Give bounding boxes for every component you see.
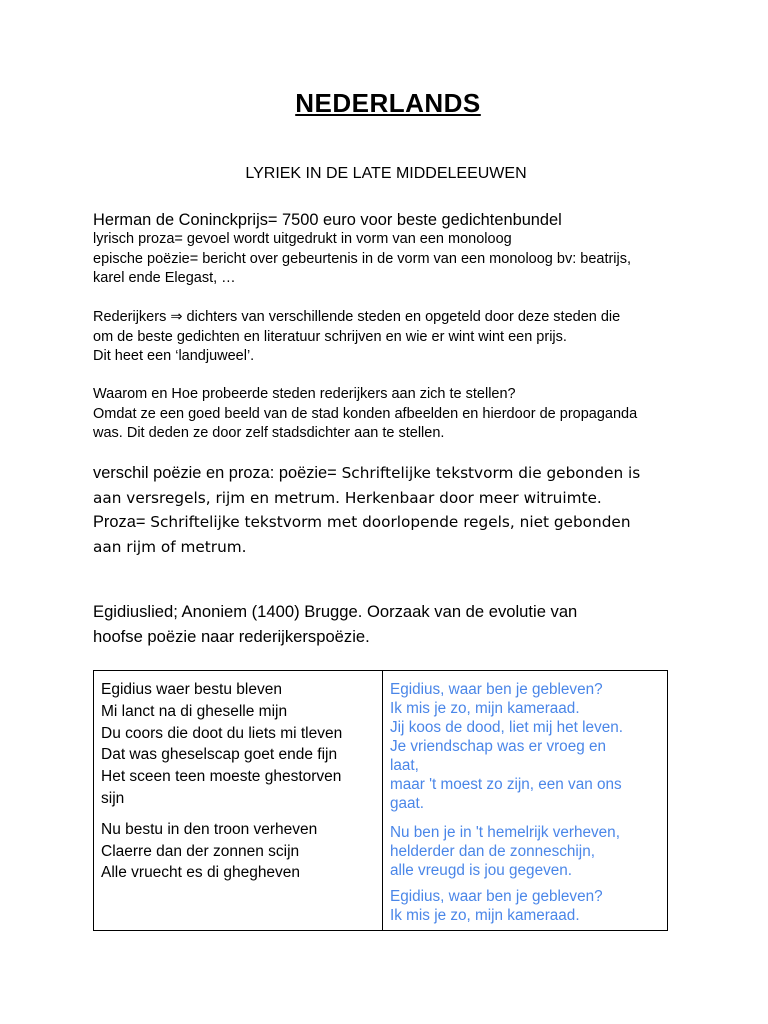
- translation-line: Egidius, waar ben je gebleven?: [390, 888, 603, 905]
- poem-line: Mi lanct na di gheselle mijn: [101, 702, 288, 720]
- poem-line: Egidius waer bestu bleven: [101, 681, 282, 698]
- rederijkers-section: [93, 308, 693, 367]
- poem-original-column: [94, 671, 383, 930]
- waarom-line: Omdat ze een goed beeld van de stad konden afbeelden en hierdoor de propaganda: [93, 405, 638, 422]
- page-subtitle: LYRIEK IN DE LATE MIDDELEEUWEN: [245, 165, 527, 182]
- translation-line: Ik mis je zo, mijn kameraad.: [390, 907, 580, 924]
- egidius-heading-line: hoofse poëzie naar rederijkerspoëzie.: [93, 626, 370, 646]
- verschil-text: Schriftelijke tekstvorm met doorlopende regels, niet gebonden: [145, 513, 631, 531]
- translation-line: maar 't moest zo zijn, een van ons: [390, 776, 622, 793]
- verschil-line: [93, 461, 693, 486]
- translation-line: laat,: [390, 757, 419, 774]
- verschil-line: [93, 510, 693, 535]
- translation-line: helderder dan de zonneschijn,: [390, 843, 595, 860]
- poem-translation-column: [383, 671, 667, 930]
- verschil-line: [93, 535, 693, 560]
- page-title: NEDERLANDS: [295, 88, 481, 118]
- poem-line: Claerre dan der zonnen scijn: [101, 842, 300, 860]
- waarom-line: Waarom en Hoe probeerde steden rederijkers aan zich te stellen?: [93, 386, 516, 402]
- rederijkers-line: Rederijkers ⇒ dichters van verschillende steden en opgeteld door deze steden die: [93, 309, 621, 325]
- translation-line: Je vriendschap was er vroeg en: [390, 738, 606, 755]
- verschil-text: aan versregels, rijm en metrum. Herkenbaar door meer witruimte.: [93, 488, 602, 507]
- poem-table: [93, 670, 668, 931]
- waarom-line: was. Dit deden ze door zelf stadsdichter aan te stellen.: [93, 425, 445, 441]
- translation-line: Egidius, waar ben je gebleven?: [390, 681, 603, 698]
- proza-label: Proza=: [93, 513, 146, 531]
- verschil-section: [93, 461, 693, 559]
- verschil-line: [93, 486, 693, 511]
- rederijkers-line: om de beste gedichten en literatuur schrijven en wie er wint wint een prijs.: [93, 328, 567, 345]
- intro-heading: Herman de Coninckprijs= 7500 euro voor beste gedichtenbundel: [93, 211, 562, 229]
- translation-line: alle vreugd is jou gegeven.: [390, 862, 572, 879]
- intro-section: [93, 210, 693, 289]
- intro-line: karel ende Elegast, …: [93, 270, 236, 286]
- translation-line: Nu ben je in 't hemelrijk verheven,: [390, 824, 620, 841]
- egidius-heading: [93, 600, 693, 649]
- egidius-heading-line: Egidiuslied; Anoniem (1400) Brugge. Oorzaak van de evolutie van: [93, 602, 578, 621]
- waarom-section: [93, 385, 693, 444]
- verschil-text: aan rijm of metrum.: [93, 537, 247, 556]
- poem-line: Dat was gheselscap goet ende fijn: [101, 746, 338, 764]
- translation-line: Ik mis je zo, mijn kameraad.: [390, 700, 580, 717]
- verschil-text: Schriftelijke tekstvorm die gebonden is: [336, 464, 641, 482]
- verschil-label: verschil poëzie en proza: poëzie=: [93, 464, 337, 482]
- translation-line: gaat.: [390, 795, 425, 812]
- translation-line: Jij koos de dood, liet mij het leven.: [390, 719, 623, 736]
- rederijkers-line: Dit heet een ‘landjuweel’.: [93, 348, 255, 364]
- intro-line: lyrisch proza= gevoel wordt uitgedrukt in vorm van een monoloog: [93, 231, 512, 247]
- poem-line: Alle vruecht es di ghegheven: [101, 864, 301, 882]
- poem-line: Nu bestu in den troon verheven: [101, 820, 318, 838]
- poem-line: Du coors die doot du liets mi tleven: [101, 724, 343, 742]
- intro-line: epische poëzie= bericht over gebeurtenis in de vorm van een monoloog bv: beatrijs,: [93, 250, 632, 267]
- poem-line: Het sceen teen moeste ghestorven: [101, 768, 342, 786]
- poem-line: sijn: [101, 789, 125, 807]
